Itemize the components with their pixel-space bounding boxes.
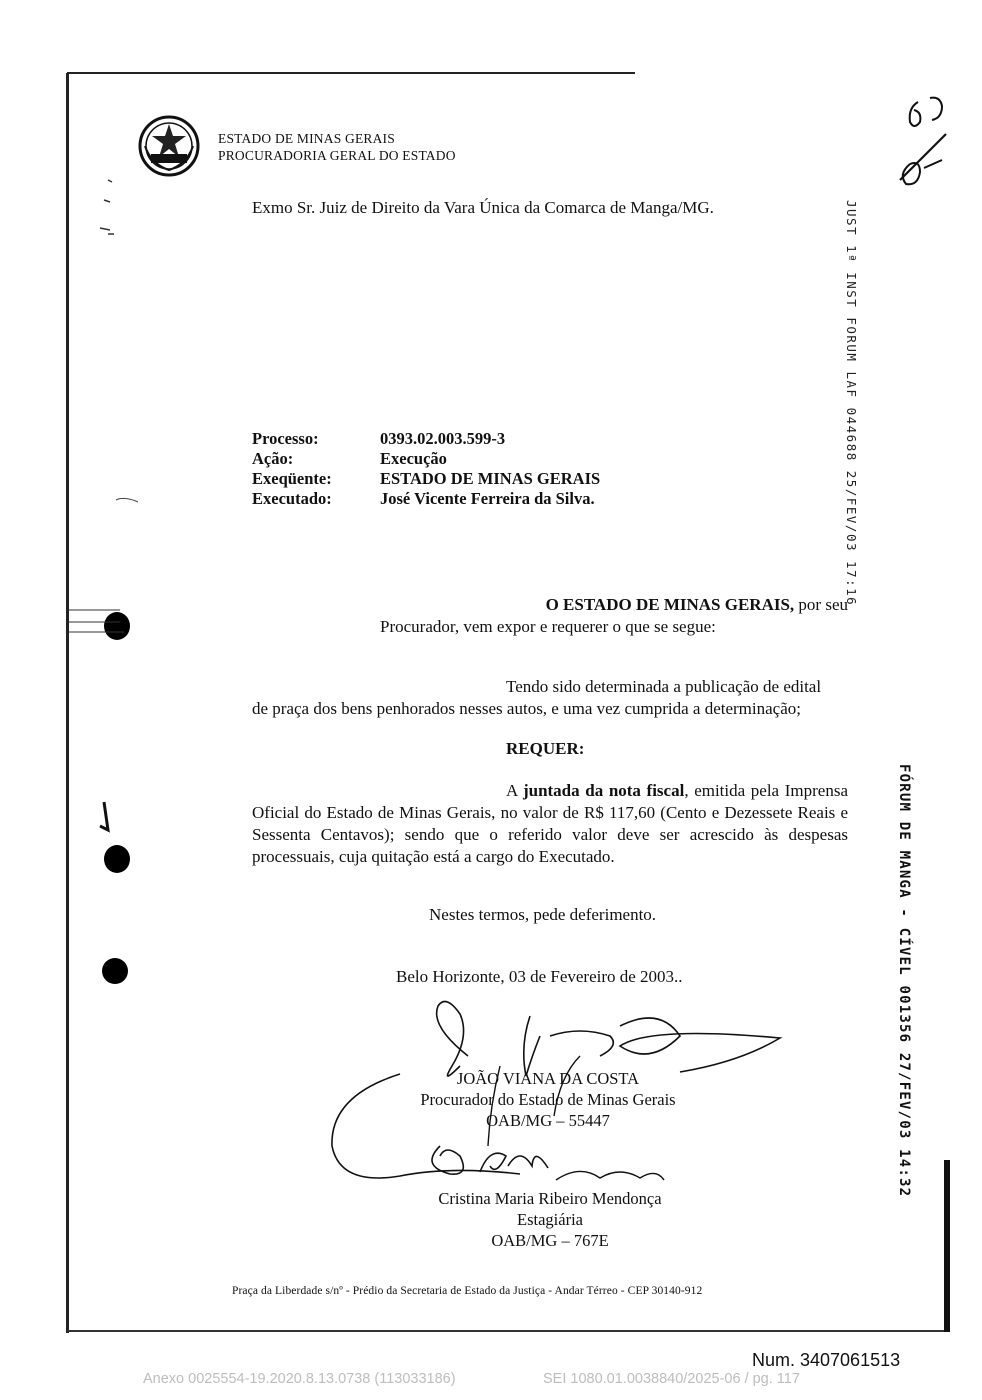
closing-line: Nestes termos, pede deferimento. <box>429 905 657 924</box>
case-label: Exeqüente: <box>252 469 332 488</box>
signature-block-procurador <box>410 1068 686 1131</box>
scan-border-bottom <box>67 1330 947 1332</box>
signer-title: Procurador do Estado de Minas Gerais <box>420 1090 676 1109</box>
paragraph-edital-line2: de praça dos bens penhorados nesses autos, e uma vez cumprida a determinação; <box>252 699 801 718</box>
signer-name: JOÃO VIANA DA COSTA <box>456 1069 640 1088</box>
signer-name: Cristina Maria Ribeiro Mendonça <box>438 1189 662 1208</box>
paragraph-request-bold: juntada da nota fiscal <box>522 781 685 800</box>
case-label: Executado: <box>252 489 332 508</box>
org-line-state: ESTADO DE MINAS GERAIS <box>218 131 395 146</box>
scan-border-top <box>67 72 635 74</box>
scan-margin-marks <box>64 170 144 870</box>
addressee-line: Exmo Sr. Juiz de Direito da Vara Única da Comarca de Manga/MG. <box>252 198 714 217</box>
sei-page-reference: SEI 1080.01.0038840/2025-06 / pg. 117 <box>543 1371 800 1387</box>
signer-title: Estagiária <box>517 1210 583 1229</box>
footer-address: Praça da Liberdade s/nº - Prédio da Secretaria de Estado da Justiça - Andar Térreo - CEP 30140-912 <box>232 1285 703 1297</box>
paragraph-request-b: , emitida pela <box>684 781 780 800</box>
annex-reference: Anexo 0025554-19.2020.8.13.0738 (113033186) <box>143 1371 456 1387</box>
intro-text: por seu <box>794 595 848 614</box>
handwritten-page-number-icon <box>890 94 962 190</box>
org-line-procuradoria: PROCURADORIA GERAL DO ESTADO <box>218 148 456 163</box>
case-row-exequente <box>252 469 600 489</box>
intro-line-2: Procurador, vem expor e requerer o que se segue: <box>380 617 716 636</box>
case-label: Processo: <box>252 429 319 448</box>
case-info-block <box>252 429 600 509</box>
protocol-stamp-just: JUST 1ª INST FORUM LAF 044688 25/FEV/03 17:16 <box>844 200 859 607</box>
case-value: 0393.02.003.599-3 <box>380 429 506 448</box>
paragraph-request <box>252 780 848 868</box>
case-row-executado <box>252 489 600 509</box>
case-row-processo <box>252 429 600 449</box>
paragraph-request-a: A <box>506 781 523 800</box>
signer-oab: OAB/MG – 55447 <box>486 1111 610 1130</box>
scan-border-right <box>944 1160 950 1332</box>
signature-block-estagiaria <box>420 1188 680 1251</box>
signer-oab: OAB/MG – 767E <box>491 1231 609 1250</box>
case-value: Execução <box>380 449 447 468</box>
intro-paragraph <box>380 594 848 638</box>
intro-party: O ESTADO DE MINAS GERAIS, <box>545 595 795 614</box>
hole-punch-mark <box>102 958 128 984</box>
requer-heading: REQUER: <box>506 739 585 758</box>
paragraph-edital <box>252 676 848 720</box>
case-value: José Vicente Ferreira da Silva. <box>380 489 595 508</box>
case-label: Ação: <box>252 449 294 468</box>
document-number: Num. 3407061513 <box>752 1350 901 1370</box>
paragraph-request-rest: Imprensa Oficial do Estado de Minas Gerais, no valor de R$ 117,60 (Cento e Dezessete Reais e Sessenta Centavos); sendo que o referido valor deve ser acrescido às despesas processuais, cuja quitação está a cargo do Executado. <box>252 781 848 866</box>
coat-of-arms-icon <box>137 114 201 178</box>
place-date: Belo Horizonte, 03 de Fevereiro de 2003.. <box>396 967 683 986</box>
case-value: ESTADO DE MINAS GERAIS <box>380 469 601 488</box>
paragraph-edital-line1: Tendo sido determinada a publicação de edital <box>506 677 822 696</box>
letterhead <box>218 130 456 164</box>
case-row-acao <box>252 449 600 469</box>
protocol-stamp-forum-manga: FÓRUM DE MANGA - CÍVEL 001356 27/FEV/03 14:32 <box>896 764 912 1198</box>
